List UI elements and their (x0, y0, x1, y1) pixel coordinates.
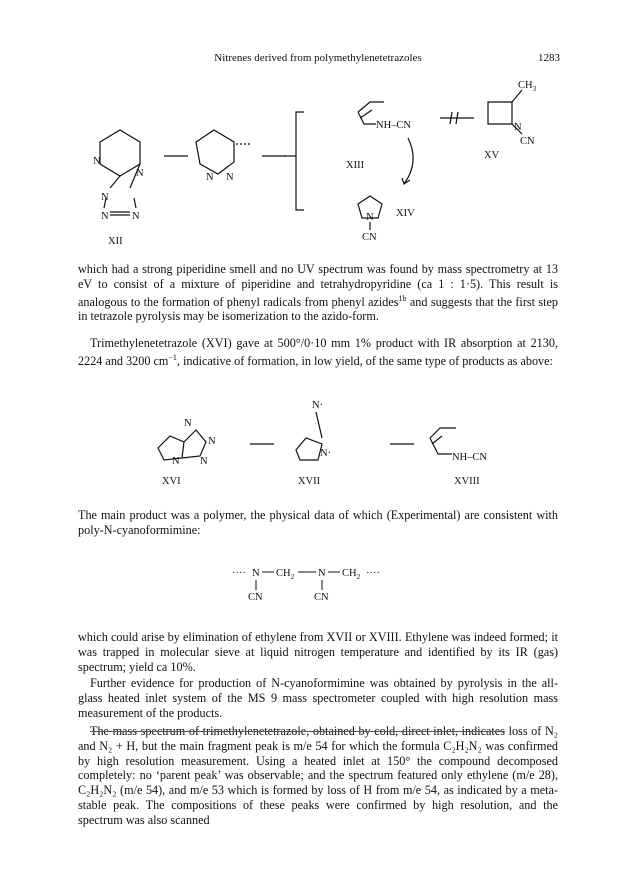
svg-text:CN: CN (248, 592, 263, 603)
xvi-n2: N (208, 436, 216, 447)
running-header (78, 52, 558, 68)
xiv-cn: CN (362, 232, 377, 243)
xvi-n4: N (172, 456, 180, 467)
xvii-n-top: N· (312, 400, 324, 411)
xv-cn: CN (520, 136, 535, 147)
xiv-label: XIV (396, 208, 415, 219)
paragraph-1: which had a strong piperidine smell and no UV spectrum was found by mass spectrometry at 13 eV to consist of a mixture of piperidine and tetrahydropyridine (ca 1 : 1·5). This result is analogous to the formation of phenyl radicals from phenyl azides$^{1b}$ and suggests that the first step in tetrazole pyrolysis may be isomerization to the azido-form. (78, 262, 558, 324)
xvii-ring (296, 438, 322, 460)
xviii-structure (430, 428, 456, 454)
xii-n1: N (93, 156, 101, 167)
paragraph-2: Trimethylenetetrazole (XVI) gave at 500°/0·10 mm 1% product with IR absorption at 2130, 2224 and 3200 $cm^{-1}$, indicative of formation, in low yield, of the same type of products as above: (78, 336, 558, 368)
svg-text:CH2: $CH_2$ (342, 568, 361, 581)
svg-text:CN: CN (314, 592, 329, 603)
xv-ring (488, 102, 512, 124)
reaction-scheme-2 (0, 392, 624, 492)
reaction-scheme-1 (0, 72, 624, 252)
xiii-nhcn: NH–CN (376, 120, 412, 131)
int-n1: N (206, 172, 214, 183)
xii-n5: N (132, 211, 140, 222)
running-title: Nitrenes derived from polymethylenetetrazoles (214, 52, 422, 64)
paragraph-4: which could arise by elimination of ethylene from XVII or XVIII. Ethylene was indeed formed; it was trapped in molecular sieve at liquid nitrogen temperature and identified by its IR (gas) spectrum; yield ca 10%. (78, 630, 558, 674)
xii-ring (100, 130, 140, 176)
xvi-n1: N (184, 418, 192, 429)
xii-n4: N (101, 211, 109, 222)
xvi-ring (158, 436, 184, 460)
intermediate-ring (196, 130, 234, 174)
xv-n: N (514, 122, 522, 133)
svg-text:····: ···· (232, 568, 246, 579)
xiii-label: XIII (346, 160, 365, 171)
xii-n2: N (136, 168, 144, 179)
svg-text:N: N (252, 568, 260, 579)
page-number: 1283 (538, 52, 560, 64)
polymer-formula (0, 560, 624, 620)
xiv-n: N (366, 212, 374, 223)
xii-label: XII (108, 236, 123, 247)
paragraph-5: Further evidence for production of N-cyanoformimine was obtained by pyrolysis in the all-glass heated inlet system of the MS 9 mass spectrometer coupled with high resolution mass measurement of the products. (78, 676, 558, 720)
svg-text:····: ···· (366, 568, 380, 579)
xviii-nhcn: NH–CN (452, 452, 488, 463)
svg-text:N: N (318, 568, 326, 579)
xvi-n3: N (200, 456, 208, 467)
int-n2: N (226, 172, 234, 183)
xv-label: XV (484, 150, 500, 161)
paragraph-3: The main product was a polymer, the physical data of which (Experimental) are consistent with poly-N-cyanoformimine: (78, 508, 558, 537)
xvii-n: N· (320, 448, 332, 459)
xvi-label: XVI (162, 476, 181, 487)
xvii-label: XVII (298, 476, 321, 487)
xv-ch3: $CH_3$ (518, 80, 537, 93)
paragraph-6: The mass spectrum of trimethylenetetrazole, obtained by cold, direct inlet, indicates loss of N₂ and N₂ + H, but the main fragment peak is m/e 54 for which the formula C₂H₂N₂ was confirmed by high resolution measurement. Using a heated inlet at 150° the compound decomposed completely: no ‘parent peak’ was observable; and the spectrum featured only ethylene (m/e 28), C₂H₂N₂ (m/e 54), and m/e 53 which is formed by loss of H from m/e 54, as indicated by a meta-stable peak. The compositions of these peaks were confirmed by high resolution, and the spectrum was also scanned (78, 724, 559, 827)
bracket (296, 112, 304, 210)
svg-text:CH2: $CH_2$ (276, 568, 295, 581)
xii-n3: N (101, 192, 109, 203)
xviii-label: XVIII (454, 476, 480, 487)
